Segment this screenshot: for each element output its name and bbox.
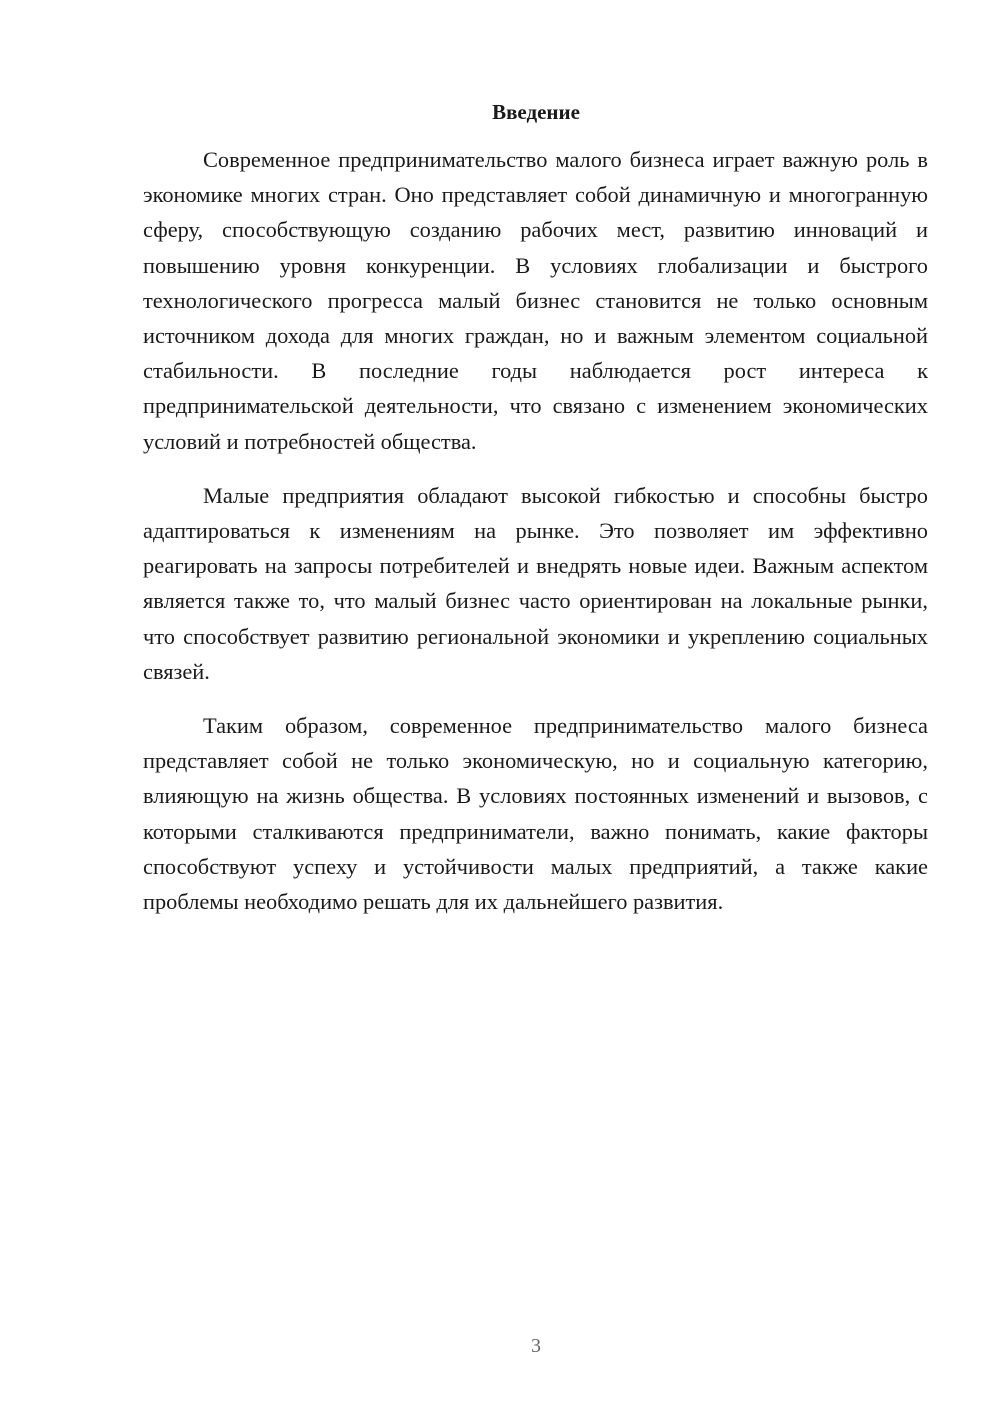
paragraph-2: Малые предприятия обладают высокой гибкостью и способны быстро адаптироваться к изменениям на рынке. Это позволяет им эффективно реагировать на запросы потребителей и внедрять новые идеи. Важным аспектом является также то, что малый бизнес часто ориентирован на локальные рынки, что способствует развитию региональной экономики и укреплению социальных связей.: [143, 482, 928, 684]
section-heading: Введение: [492, 100, 580, 124]
paragraph-3: Таким образом, современное предпринимательство малого бизнеса представляет собой не только экономическую, но и социальную категорию, влияющую на жизнь общества. В условиях постоянных изменений и вызовов, с которыми сталкиваются предприниматели, важно понимать, какие факторы способствуют успеху и устойчивости малых предприятий, а также какие проблемы необходимо решать для их дальнейшего развития.: [143, 713, 928, 915]
paragraph-1: Современное предпринимательство малого бизнеса играет важную роль в экономике многих стран. Оно представляет собой динамичную и многогранную сферу, способствующую созданию рабочих мест, развитию инноваций и повышению уровня конкуренции. В условиях глобализации и быстрого технологического прогресса малый бизнес становится не только основным источником дохода для многих граждан, но и важным элементом социальной стабильности. В последние годы наблюдается рост интереса к предпринимательской деятельности, что связано с изменением экономических условий и потребностей общества.: [143, 147, 928, 454]
page-number: 3: [531, 1335, 541, 1357]
body-text: [143, 142, 928, 938]
